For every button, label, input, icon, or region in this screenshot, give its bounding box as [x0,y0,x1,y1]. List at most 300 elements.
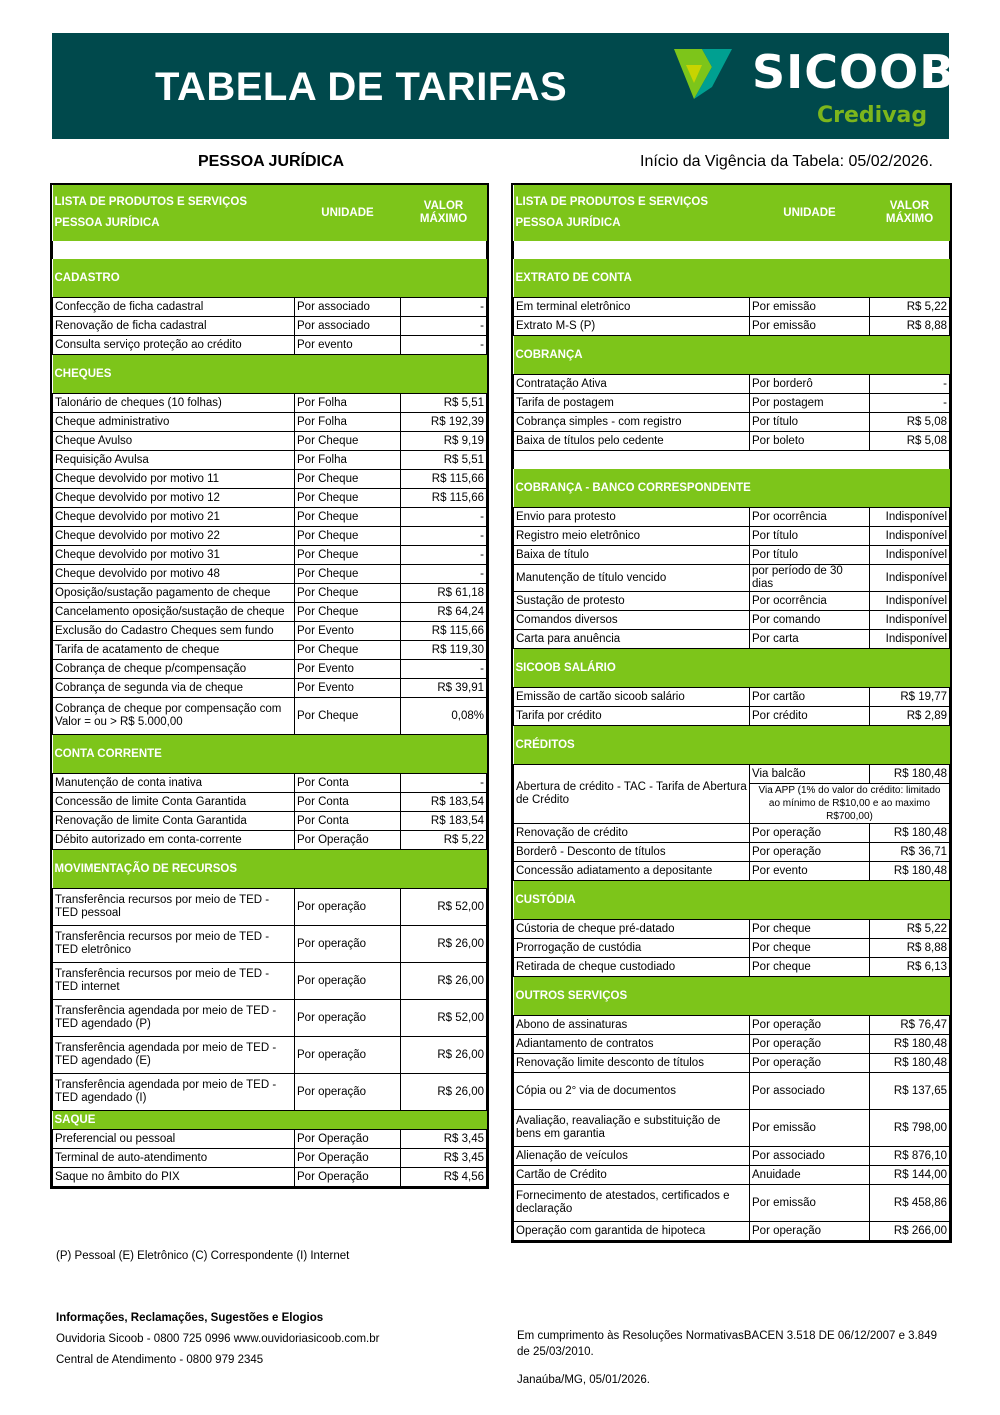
header-col-valor [401,185,487,241]
table-row [53,831,487,850]
row-produto: Adiantamento de contratos [514,1035,750,1054]
table-row [514,939,950,958]
row-unidade: Por Folha [295,413,401,432]
row-produto: Terminal de auto-atendimento [53,1149,295,1168]
row-produto: Manutenção de conta inativa [53,774,295,793]
row-valor: Indisponível [870,546,950,565]
header-produto-line2: PESSOA JURÍDICA [515,217,621,229]
row-valor: R$ 9,19 [401,432,487,451]
header-col-unidade: UNIDADE [750,185,870,241]
row-valor: R$ 52,00 [401,889,487,926]
table-row [53,963,487,1000]
header-produto-line1: LISTA DE PRODUTOS E SERVIÇOS [54,196,248,208]
row-unidade: Por crédito [750,707,870,726]
row-produto: Tarifa de postagem [514,394,750,413]
row-unidade: Por Operação [295,1149,401,1168]
row-valor: R$ 5,08 [870,413,950,432]
row-valor: - [401,565,487,584]
row-valor: R$ 6,13 [870,958,950,977]
table-row [53,508,487,527]
table-row [53,622,487,641]
header-valor-line2: MÁXIMO [419,213,468,225]
section-header [53,735,487,774]
row-unidade: Por operação [295,1000,401,1037]
row-valor: R$ 61,18 [401,584,487,603]
blank-row [53,241,487,259]
table-header-row [514,185,950,241]
subtitle: PESSOA JURÍDICA [198,153,345,170]
table-row [514,688,950,707]
table-row [53,774,487,793]
table-row [514,1073,950,1110]
row-produto: Renovação de ficha cadastral [53,317,295,336]
row-produto: Cheque devolvido por motivo 11 [53,470,295,489]
row-unidade: Por Cheque [295,546,401,565]
header-banner [52,33,956,139]
row-produto: Transferência recursos por meio de TED - TED eletrônico [53,926,295,963]
section-title: EXTRATO DE CONTA [514,259,950,298]
section-title: OUTROS SERVIÇOS [514,977,950,1016]
table-row [53,812,487,831]
row-valor: R$ 39,91 [401,679,487,698]
row-unidade: Por Cheque [295,603,401,622]
table-row [53,698,487,735]
row-unidade: Por título [750,546,870,565]
row-produto: Talonário de cheques (10 folhas) [53,394,295,413]
row-unidade: Por evento [295,336,401,355]
row-unidade: Por título [750,413,870,432]
row-valor: R$ 19,77 [870,688,950,707]
row-produto: Transferência agendada por meio de TED - TED agendado (P) [53,1000,295,1037]
row-valor: R$ 52,00 [401,1000,487,1037]
table-row [514,611,950,630]
row-unidade: Por operação [750,843,870,862]
row-produto: Alienação de veículos [514,1147,750,1166]
row-valor: R$ 5,08 [870,432,950,451]
section-title: COBRANÇA - BANCO CORRESPONDENTE [514,469,950,508]
row-valor: R$ 798,00 [870,1110,950,1147]
row-valor: R$ 5,51 [401,394,487,413]
table-row [53,603,487,622]
row-unidade: Por Cheque [295,489,401,508]
row-unidade: Por associado [295,317,401,336]
logo-coop: Credivag [817,103,928,128]
section-header [514,649,950,688]
row-unidade: Por cheque [750,939,870,958]
row-unidade: Por Cheque [295,470,401,489]
row-produto: Baixa de título [514,546,750,565]
row-unidade: Por carta [750,630,870,649]
row-valor: R$ 8,88 [870,939,950,958]
table-row [53,394,487,413]
footer-contact [56,1308,379,1371]
table-row [53,1000,487,1037]
row-valor: R$ 119,30 [401,641,487,660]
row-produto: Oposição/sustação pagamento de cheque [53,584,295,603]
row-tac-app: Via APP (1% do valor do crédito: limitado ao mínimo de R$10,00 e ao maximo R$700,00) [750,784,950,824]
page-title: TABELA DE TARIFAS [155,65,568,109]
row-valor: - [870,375,950,394]
header-col-produto [53,185,295,241]
row-unidade: Por Conta [295,812,401,831]
row-produto: Preferencial ou pessoal [53,1130,295,1149]
blank-cell [53,241,487,259]
row-valor: Indisponível [870,592,950,611]
row-produto: Débito autorizado em conta-corrente [53,831,295,850]
row-produto: Cheque devolvido por motivo 12 [53,489,295,508]
row-produto: Contratação Ativa [514,375,750,394]
row-produto: Operação com garantida de hipoteca [514,1222,750,1241]
row-unidade: Por associado [295,298,401,317]
row-produto: Prorrogação de custódia [514,939,750,958]
row-valor: R$ 8,88 [870,317,950,336]
table-row [53,1149,487,1168]
blank-row [514,241,950,259]
row-unidade: Por Operação [295,1130,401,1149]
row-produto-tac: Abertura de crédito - TAC - Tarifa de Abertura de Crédito [514,765,750,824]
row-produto: Cheque devolvido por motivo 31 [53,546,295,565]
row-unidade: Por operação [295,1074,401,1111]
table-row [514,317,950,336]
section-title: SAQUE [53,1111,487,1130]
sicoob-logo [672,43,956,133]
row-produto: Saque no âmbito do PIX [53,1168,295,1187]
row-unidade: por período de 30 dias [750,565,870,592]
row-produto: Manutenção de título vencido [514,565,750,592]
row-valor: - [401,508,487,527]
table-row [514,432,950,451]
table-header-row [53,185,487,241]
section-header [53,259,487,298]
row-produto: Fornecimento de atestados, certificados e declaração [514,1185,750,1222]
row-unidade: Por Cheque [295,527,401,546]
table-row [53,432,487,451]
row-valor: R$ 180,48 [870,824,950,843]
section-title: SICOOB SALÁRIO [514,649,950,688]
footer-local-data: Janaúba/MG, 05/01/2026. [517,1374,650,1386]
row-produto: Extrato M-S (P) [514,317,750,336]
table-row [53,413,487,432]
header-valor-line2: MÁXIMO [885,213,934,225]
footer-central: Central de Atendimento - 0800 979 2345 [56,1354,264,1366]
row-produto: Concessão de limite Conta Garantida [53,793,295,812]
header-col-valor [870,185,950,241]
row-produto: Cústoria de cheque pré-datado [514,920,750,939]
table-row-tac [514,765,950,784]
section-title: CONTA CORRENTE [53,735,487,774]
blank-cell [514,241,950,259]
row-valor: R$ 3,45 [401,1149,487,1168]
table-row [514,413,950,432]
row-unidade: Por cheque [750,958,870,977]
row-unidade: Por Operação [295,1168,401,1187]
row-unidade: Por Cheque [295,565,401,584]
header-produto-line1: LISTA DE PRODUTOS E SERVIÇOS [515,196,709,208]
row-valor: R$ 183,54 [401,812,487,831]
row-valor: Indisponível [870,565,950,592]
row-produto: Retirada de cheque custodiado [514,958,750,977]
row-valor: R$ 180,48 [870,862,950,881]
table-row [514,394,950,413]
row-unidade: Por operação [750,1035,870,1054]
table-row [514,527,950,546]
table-row [53,793,487,812]
row-produto: Em terminal eletrônico [514,298,750,317]
table-row [514,1110,950,1147]
section-header [514,881,950,920]
row-unidade: Por operação [750,1016,870,1035]
row-unidade: Por cheque [750,920,870,939]
row-valor: R$ 5,51 [401,451,487,470]
row-produto: Transferência recursos por meio de TED - TED pessoal [53,889,295,926]
row-produto: Cópia ou 2° via de documentos [514,1073,750,1110]
row-produto: Emissão de cartão sicoob salário [514,688,750,707]
table-row [53,527,487,546]
header-produto-line2: PESSOA JURÍDICA [54,217,160,229]
table-row [514,546,950,565]
row-valor: - [401,527,487,546]
row-unidade: Por evento [750,862,870,881]
row-unidade: Por Evento [295,679,401,698]
section-title: COBRANÇA [514,336,950,375]
footer-resolucoes: Em cumprimento às Resoluções NormativasBACEN 3.518 DE 06/12/2007 e 3.849 de 25/03/2010. [517,1330,937,1358]
table-row [514,1147,950,1166]
row-valor: R$ 115,66 [401,489,487,508]
table-row [53,1130,487,1149]
section-header [514,259,950,298]
section-header [514,977,950,1016]
row-unidade: Por operação [295,963,401,1000]
table-row [514,1054,950,1073]
section-title: MOVIMENTAÇÃO DE RECURSOS [53,850,487,889]
row-produto: Comandos diversos [514,611,750,630]
table-row [53,926,487,963]
table-row [53,546,487,565]
sicoob-logo-icon [672,47,752,107]
row-valor: R$ 137,65 [870,1073,950,1110]
row-produto: Requisição Avulsa [53,451,295,470]
table-row [514,707,950,726]
table-row [53,317,487,336]
row-produto: Avaliação, reavaliação e substituição de bens em garantia [514,1110,750,1147]
row-produto: Cobrança de cheque por compensação com Valor = ou > R$ 5.000,00 [53,698,295,735]
row-valor: R$ 26,00 [401,1074,487,1111]
table-row [53,336,487,355]
footer-legal [517,1328,937,1388]
row-unidade: Por boleto [750,432,870,451]
row-unidade: Por cartão [750,688,870,707]
row-valor: R$ 180,48 [870,1035,950,1054]
row-unidade: Por Evento [295,660,401,679]
vigencia-date: Início da Vigência da Tabela: 05/02/2026. [640,153,933,170]
section-header [514,469,950,508]
row-valor: R$ 192,39 [401,413,487,432]
row-valor: R$ 266,00 [870,1222,950,1241]
table-row [514,630,950,649]
row-valor: R$ 3,45 [401,1130,487,1149]
row-produto: Cheque devolvido por motivo 21 [53,508,295,527]
row-valor: R$ 26,00 [401,926,487,963]
section-title: CHEQUES [53,355,487,394]
row-unidade: Por operação [750,824,870,843]
header-valor-line1: VALOR [889,200,930,212]
row-unidade: Por operação [750,1222,870,1241]
row-produto: Tarifa de acatamento de cheque [53,641,295,660]
row-unidade: Por borderô [750,375,870,394]
row-unidade: Por Cheque [295,698,401,735]
legend: (P) Pessoal (E) Eletrônico (C) Correspondente (I) Internet [56,1250,350,1262]
section-header [53,850,487,889]
row-valor: - [401,336,487,355]
row-unidade: Por associado [750,1073,870,1110]
blank-cell [514,451,950,470]
row-unidade: Por Cheque [295,508,401,527]
row-unidade: Por emissão [750,317,870,336]
row-produto: Cheque devolvido por motivo 48 [53,565,295,584]
table-row [53,451,487,470]
row-unidade: Por Folha [295,451,401,470]
row-produto: Concessão adiatamento a depositante [514,862,750,881]
row-valor: R$ 5,22 [870,920,950,939]
row-unidade: Por Operação [295,831,401,850]
row-valor: Indisponível [870,508,950,527]
row-unidade: Por ocorrência [750,508,870,527]
table-row [514,958,950,977]
row-valor-balcao: R$ 180,48 [870,765,950,784]
table-row [53,889,487,926]
row-unidade: Por Cheque [295,641,401,660]
table-row [53,489,487,508]
table-row [53,679,487,698]
row-unidade-balcao: Via balcão [750,765,870,784]
row-unidade: Por Cheque [295,432,401,451]
row-produto: Renovação de crédito [514,824,750,843]
row-valor: Indisponível [870,527,950,546]
row-produto: Confecção de ficha cadastral [53,298,295,317]
row-valor: R$ 458,86 [870,1185,950,1222]
section-header [514,336,950,375]
section-header [53,355,487,394]
row-valor: - [401,298,487,317]
row-produto: Cancelamento oposição/sustação de cheque [53,603,295,622]
table-row [53,298,487,317]
section-title: CRÉDITOS [514,726,950,765]
row-produto: Cobrança de segunda via de cheque [53,679,295,698]
row-valor: R$ 5,22 [401,831,487,850]
row-unidade: Por postagem [750,394,870,413]
table-row [53,660,487,679]
row-valor: R$ 183,54 [401,793,487,812]
row-valor: 0,08% [401,698,487,735]
table-row [53,641,487,660]
row-valor: R$ 36,71 [870,843,950,862]
table-row [514,565,950,592]
table-row [53,1168,487,1187]
row-valor: - [401,774,487,793]
row-produto: Transferência agendada por meio de TED - TED agendado (E) [53,1037,295,1074]
row-unidade: Por Cheque [295,584,401,603]
table-row [514,592,950,611]
row-valor: R$ 26,00 [401,963,487,1000]
row-produto: Tarifa por crédito [514,707,750,726]
table-row [514,1166,950,1185]
table-row [53,1037,487,1074]
row-valor: Indisponível [870,611,950,630]
row-unidade: Por emissão [750,298,870,317]
row-produto: Renovação limite desconto de títulos [514,1054,750,1073]
row-produto: Sustação de protesto [514,592,750,611]
row-valor: R$ 876,10 [870,1147,950,1166]
blank-row [514,451,950,470]
table-row [514,824,950,843]
row-produto: Carta para anuência [514,630,750,649]
logo-brand: SICOOB [752,45,956,99]
row-unidade: Por Conta [295,793,401,812]
table-row [53,1074,487,1111]
table-row [514,1016,950,1035]
row-valor: R$ 26,00 [401,1037,487,1074]
table-row [514,298,950,317]
section-title: CADASTRO [53,259,487,298]
table-row [514,375,950,394]
row-valor: R$ 64,24 [401,603,487,622]
header-col-produto [514,185,750,241]
table-row [514,1185,950,1222]
row-unidade: Por associado [750,1147,870,1166]
table-row [514,1222,950,1241]
row-valor: R$ 2,89 [870,707,950,726]
row-unidade: Por emissão [750,1110,870,1147]
footer-title: Informações, Reclamações, Sugestões e Elogios [56,1312,324,1324]
table-row [53,565,487,584]
row-produto: Exclusão do Cadastro Cheques sem fundo [53,622,295,641]
row-valor: - [401,317,487,336]
row-produto: Cobrança simples - com registro [514,413,750,432]
tarifas-table-right [513,185,950,1241]
row-produto: Cartão de Crédito [514,1166,750,1185]
row-produto: Cheque devolvido por motivo 22 [53,527,295,546]
row-valor: R$ 4,56 [401,1168,487,1187]
footer-ouvidoria: Ouvidoria Sicoob - 0800 725 0996 www.ouvidoriasicoob.com.br [56,1333,380,1345]
row-valor: - [401,660,487,679]
table-row [53,584,487,603]
row-produto: Cobrança de cheque p/compensação [53,660,295,679]
header-valor-line1: VALOR [423,200,464,212]
row-unidade: Por ocorrência [750,592,870,611]
table-row [53,470,487,489]
header-col-unidade: UNIDADE [295,185,401,241]
row-produto: Cheque administrativo [53,413,295,432]
row-produto: Borderô - Desconto de títulos [514,843,750,862]
row-unidade: Por operação [750,1054,870,1073]
row-unidade: Por Evento [295,622,401,641]
row-unidade: Por emissão [750,1185,870,1222]
row-valor: R$ 5,22 [870,298,950,317]
row-produto: Renovação de limite Conta Garantida [53,812,295,831]
row-unidade: Por Folha [295,394,401,413]
table-row [514,862,950,881]
row-valor: - [401,546,487,565]
row-valor: R$ 115,66 [401,622,487,641]
row-produto: Envio para protesto [514,508,750,527]
section-header [53,1111,487,1130]
row-valor: - [870,394,950,413]
row-valor: Indisponível [870,630,950,649]
row-unidade: Anuidade [750,1166,870,1185]
row-unidade: Por operação [295,926,401,963]
row-valor: R$ 76,47 [870,1016,950,1035]
row-unidade: Por título [750,527,870,546]
